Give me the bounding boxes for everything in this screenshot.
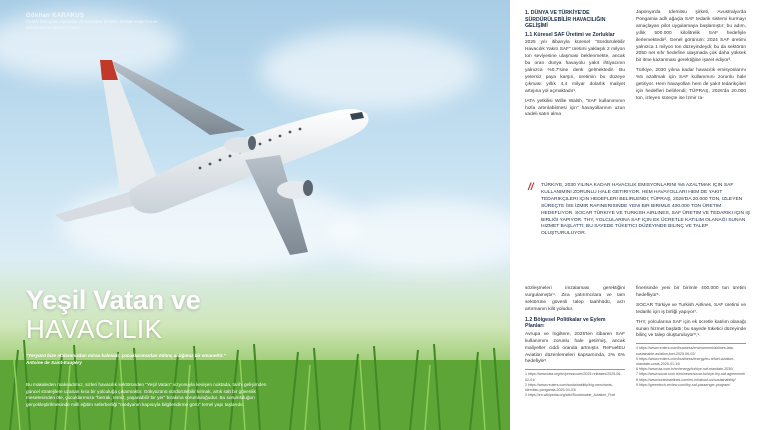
footnote: 5 https://www.reuters.com/business/energy/eu-refuel-aviation-mandate-costs-2025-01-14/ [636,356,735,366]
paragraph: SOCAR Türkiye ve Turkish Airlines, SAF üretimi ve tedariki için iş birliği yapıyor⁷. [636,302,746,315]
column-2 [636,10,746,106]
article-title-line2: HAVACILIK [26,314,163,344]
footnote: 1 https://www.iata.org/en/pressroom/2025-releases/2025-06-02-01/ [525,372,622,382]
footnote: 2 https://www.reuters.com/sustainability/big-merchants-idemitsu-pongamia-2025-04-03/ [525,382,613,392]
paragraph: Avrupa ve İngiltere, 2025'ten itibaren SAF kullanımını zorunlu hale getirmiş, ancak maliyetler ciddi oranda artmıştır. ReFuelEU Aviation düzenlemeleri kapsamında, 2% 6% hedefiyle⁵. [525,331,625,365]
footnotes [636,343,746,388]
pull-quote-text: TÜRKIYE, 2030 YILINA KADAR HAVACILIK EMISYONLARINI %5 AZALTMAK IÇIN SAF KULLANIMINI ZORUNLU HALE GETIRIYOR. HEM HAVAYOLLARI HEM DE YAKIT TEDARIKÇILERI IÇIN HEDEFLERI BELIRLENDI; TÜPRAŞ, 2026'DA 20.000 TON, IZLEYEN SÜREÇTE İSE İZMIR RAFINERISINDE YENI BIR BIRIMLE 400.000 TON ÜRETIM HEDEFLIYOR. SOCAR TÜRKIYE VE TURKISH AIRLINES, SAF ÜRETIM VE TEDARIKI IÇIN IŞ BIRLIĞI YAPIYOR. THY, YOLCULARINA SAF IÇIN EK ÜCRETLE KATILIM OLANAĞI SUNAN HIZMET BAŞLATTI; BU SAYEDE TÜKETICI DÜZEYINDE BILINÇ VE TALEP OLUŞTURULUYOR. [541,183,750,237]
column-4 [636,286,746,388]
paragraph: finerisinde yeni bir birimle 400.000 ton üretim hedefliyor⁶. [636,286,746,298]
epigraph [26,353,326,366]
footnote: 9 https://greentech-review.com/thy-saf-passenger-program/ [636,382,731,387]
footnote: 7 https://www.socar.com.tr/en/news/socar-turkiye-thy-saf-agreement/ [636,372,746,377]
airplane-illustration [40,40,380,260]
paragraph: sözleşmeleri imzalaması gerektiğini vurgulamıştır⁴. Zira yatırımcılara ve tam sektörüne güvenli talep taahhüdü, arzı artırmanın kilit yoludur. [525,286,625,312]
footnote: 4 https://www.reuters.com/business/environment/airlines-iata-sustainable-aviation-fuel-2025-06-02/ [636,346,734,356]
author-block [26,13,176,31]
paragraph: IATA yetkilisi Willie Walsh, "SAF kullanımının hızla artırılabilmesi için" havayollarının uzun vadeli satın alma [525,98,625,118]
article-title-line1: Yeşil Vatan ve [26,285,201,315]
subsection-heading: 1.2 Bölgesel Politikalar ve Eylem Planları [525,316,606,330]
paragraph: THY, yolcularına SAF için ek ücretle katılım olanağı sunan hizmet başlattı; bu sayede tüketici düzeyinde bilinç ve talep oluşturuluyor⁸,⁹. [636,319,746,339]
epigraph-text: "Yeryüzü bize atalarımızdan miras kalmadı; çocuklarımızdan ödünç aldığımız bir emanettir." [26,353,226,358]
section-heading: 1. DÜNYA VE TÜRKİYE'DE SÜRDÜRÜLEBİLİR HAVACILIĞIN GELİŞİMİ [525,10,606,30]
footnote: 8 https://www.turkishairlines.com/en-int/about-us/sustainability/ [636,377,736,382]
author-role: Global Sanayinin Havacılık ve Savunma Ekibinin Global Araştırma ve Enformasyon Merkezi Üyesi [26,19,158,30]
column-3 [525,286,625,398]
column-1 [525,10,625,122]
paragraph: 2025 yılı itibarıyla küresel "Sürdürülebilir Havacılık Yakıtı SAF" üretimi yaklaşık 2 milyon ton seviyesine ulaşması beklenmekte, ancak bu oran dünya havayolu yakıt ihtiyacının yalnızca %0,7'sine denk gelmektedir. Bu yetersiz paya karşın, üretimin bu düzeye çıkması yıllık 4,4 milyar dolarlık maliyet artışına yol açmaktadır¹. [525,40,625,94]
footnote: 6 https://www.aa.com.tr/en/energy/turkiye-saf-mandate-2030/ [636,367,734,372]
pull-quote [528,183,750,238]
subsection-heading: 1.1 Küresel SAF Üretimi ve Zorluklar [525,31,615,38]
footnote: 3 https://en.wikipedia.org/wiki/Sustainable_Aviation_Fuel [525,393,616,398]
intro-paragraph: Bu makaleden maksadımız, sizleri havacılık sektöründen "Yeşil Vatan" vizyonuyla kesişen noktada, tarihi gelişimden güncel stratejilere uzanan kısa bir yolculuğa çıkarmaktır. Gökyüzünü sürdürülebilir kılmak, artık salt bir güvenlik meselesinden öte, çocuklarımıza "berrak, temiz, yaşanabilir bir yer" bırakma sorumluluğudur. Bu sorumluluğun gerçekleştirilmesinde milli eğitim seferberliği "medyanın kapısıyla bilgilendirme görü" temel yapı taşlarıdır. [26,382,267,407]
author-name: Gökhan KARAKUŞ [26,13,85,19]
paragraph: Japonya'da Idemitsu şirketi, Avustralya'da Pongamia adlı ağaçla SAF tedarik sistemi kurmayı amaçlayan pilot uygulamaya başlamıştır; bu adım, yıllık 500.000 kilolitrelik SAF hedefiyle ilerlemektedir². Genel görünüm: 2024 SAF üretimi yalnızca 1 milyon ton düzeyindeydi; bu da sektörün 2050 net sıfır hedefine ulaşmada çok daha yüksek bir itme kazanması gerektiğine işaret ediyor³. [636,10,746,64]
epigraph-source: Antoine de Saint-Exupéry [26,359,82,365]
quote-mark-icon: // [528,182,534,193]
paragraph: Türkiye, 2030 yılına kadar havacılık emisyonlarını %5 azaltmak için SAF kullanımını zorunlu hale getiriyor. Hem havayolları hem de yakıt tedarikçileri için hedefleri belirlendi; TÜPRAŞ, 2026'da 20.000 ton, izleyen süreçte ise İzmir ra- [636,68,746,101]
footnotes [525,369,625,398]
